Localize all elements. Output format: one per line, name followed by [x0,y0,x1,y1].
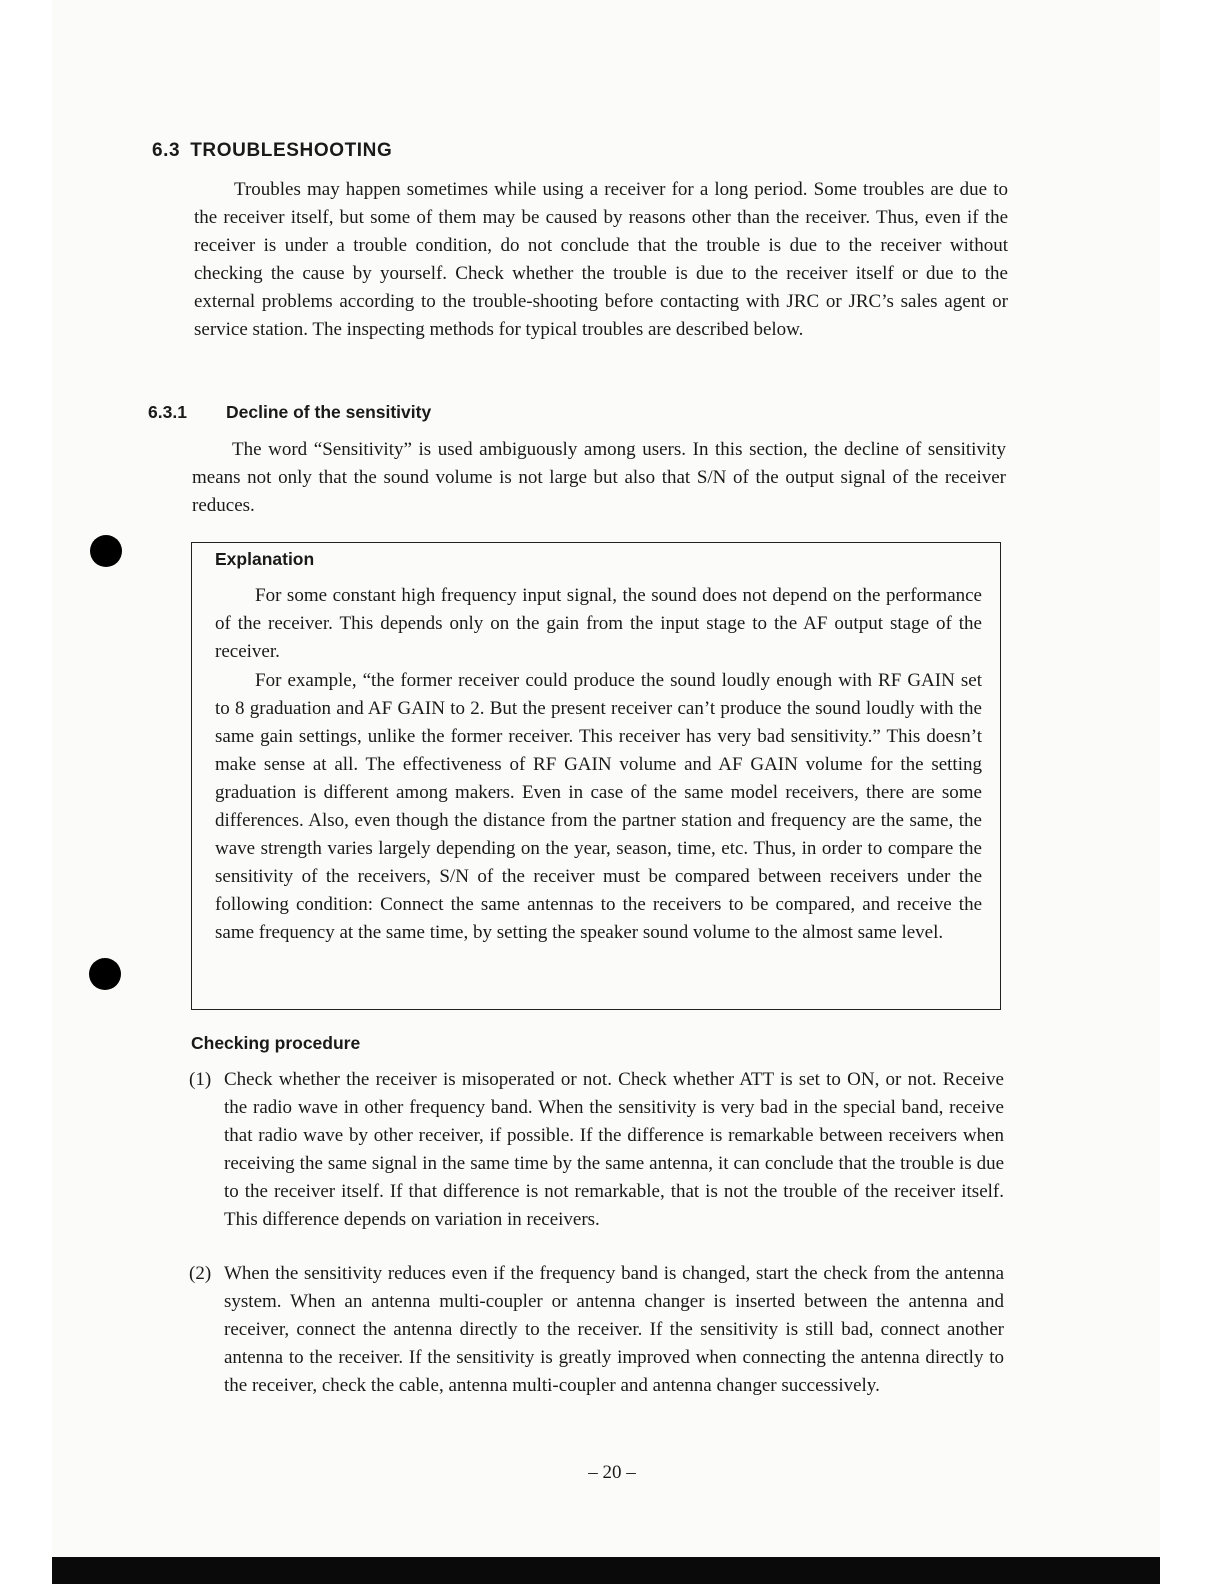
section-title: TROUBLESHOOTING [190,140,393,161]
page-number: – 20 – [588,1462,636,1483]
checking-item-1-text: Check whether the receiver is misoperated or not. Check whether ATT is set to ON, or not. Receive the radio wave in other frequency band. When the sensitivity is very bad in the special band, receive that radio wave by other receiver, if possible. If the difference is remarkable between receivers when receiving the same signal in the same time by the same antenna, it can conclude that the trouble is due to the receiver itself. If that difference is not remarkable, that is not the trouble of the receiver itself. This difference depends on variation in receivers. [224,1069,1004,1230]
checking-item-2-marker: (2) [189,1263,212,1284]
scan-bottom-edge [52,1557,1160,1584]
explanation-title: Explanation [215,549,315,569]
subsection-number: 6.3.1 [148,402,187,422]
binder-hole-top [90,535,122,567]
checking-item-1 [189,1066,1004,1234]
sensitivity-paragraph: The word “Sensitivity” is used ambiguously among users. In this section, the decline of sensitivity means not only that the sound volume is not large but also that S/N of the output signal of the receiver reduces. [192,439,1006,516]
checking-item-1-marker: (1) [189,1069,212,1090]
explanation-paragraph-2: For example, “the former receiver could produce the sound loudly enough with RF GAIN set to 8 graduation and AF GAIN to 2. But the present receiver can’t produce the sound loudly with the same gain settings, unlike the former receiver. This receiver has very bad sensitivity.” This doesn’t make sense at all. The effectiveness of RF GAIN volume and AF GAIN volume for the setting graduation is different among makers. Even in case of the same model receivers, there are some differences. Also, even though the distance from the partner station and frequency are the same, the wave strength varies largely depending on the year, season, time, etc. Thus, in order to compare the sensitivity of the receivers, S/N of the receiver must be compared between receivers under the following condition: Connect the same antennas to the receivers to be compared, and receive the same frequency at the same time, by setting the speaker sound volume to the almost same level. [215,670,982,943]
subsection-title: Decline of the sensitivity [226,402,432,422]
intro-paragraph: Troubles may happen sometimes while using a receiver for a long period. Some troubles are due to the receiver itself, but some of them may be caused by reasons other than the receiver. Thus, even if the receiver is under a trouble condition, do not conclude that the trouble is due to the receiver without checking the cause by yourself. Check whether the trouble is due to the receiver itself or due to the external problems according to the trouble-shooting before contacting with JRC or JRC’s sales agent or service station. The inspecting methods for typical troubles are described below. [194,179,1008,340]
explanation-paragraph-1: For some constant high frequency input signal, the sound does not depend on the performance of the receiver. This depends only on the gain from the input stage to the AF output stage of the receiver. [215,585,982,662]
checking-item-2 [189,1260,1004,1400]
checking-item-2-text: When the sensitivity reduces even if the frequency band is changed, start the check from the antenna system. When an antenna multi-coupler or antenna changer is inserted between the antenna and receiver, connect the antenna directly to the receiver. If the sensitivity is still bad, connect another antenna to the receiver. If the sensitivity is greatly improved when connecting the antenna directly to the receiver, check the cable, antenna multi-coupler and antenna changer successively. [224,1263,1004,1396]
binder-hole-bottom [89,958,121,990]
subsection-heading [148,402,431,423]
checking-procedure-title: Checking procedure [191,1033,361,1053]
section-number: 6.3 [152,140,181,161]
section-heading [152,140,392,162]
